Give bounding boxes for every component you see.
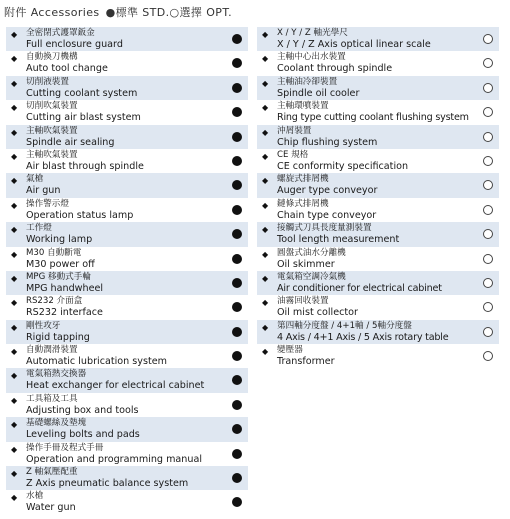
accessory-row bbox=[6, 393, 248, 417]
accessory-row bbox=[257, 100, 499, 124]
accessory-name-zh: X / Y / Z 軸光學尺 bbox=[277, 28, 348, 38]
optional-circle-icon bbox=[483, 180, 493, 190]
accessory-row bbox=[6, 271, 248, 295]
accessory-name-en: Operation status lamp bbox=[26, 209, 134, 221]
standard-dot-icon bbox=[232, 58, 242, 68]
accessory-row bbox=[257, 125, 499, 149]
accessory-name-en: Cutting coolant system bbox=[26, 87, 138, 99]
accessory-name-zh: 螺旋式排屑機 bbox=[277, 174, 329, 185]
diamond-bullet-icon: ◆ bbox=[11, 151, 18, 161]
diamond-bullet-icon: ◆ bbox=[11, 347, 18, 357]
diamond-bullet-icon: ◆ bbox=[11, 493, 18, 503]
accessory-name-zh: 自動換刀機構 bbox=[26, 52, 78, 63]
diamond-bullet-icon: ◆ bbox=[11, 395, 18, 405]
diamond-bullet-icon: ◆ bbox=[262, 225, 269, 235]
accessory-name-zh: 剛性攻牙 bbox=[26, 320, 61, 331]
optional-circle-icon bbox=[483, 107, 493, 117]
accessory-name-en: Leveling bolts and pads bbox=[26, 429, 140, 441]
accessory-name-en: Rigid tapping bbox=[26, 331, 90, 343]
accessory-name-en: M30 power off bbox=[26, 258, 95, 270]
accessories-title: 附件 Accessories bbox=[4, 6, 100, 19]
accessory-name-zh: 自動潤滑裝置 bbox=[26, 345, 78, 356]
accessory-row bbox=[257, 320, 499, 344]
accessory-name-en: Adjusting box and tools bbox=[26, 404, 139, 416]
optional-circle-icon bbox=[483, 83, 493, 93]
standard-dot-icon bbox=[232, 205, 242, 215]
accessory-name-en: Tool length measurement bbox=[277, 234, 400, 246]
diamond-bullet-icon: ◆ bbox=[11, 469, 18, 479]
accessory-name-en: Heat exchanger for electrical cabinet bbox=[26, 380, 205, 392]
diamond-bullet-icon: ◆ bbox=[262, 127, 269, 137]
diamond-bullet-icon: ◆ bbox=[262, 347, 269, 357]
accessory-name-en: Transformer bbox=[277, 356, 335, 368]
accessory-name-en: Chain type conveyor bbox=[277, 209, 377, 221]
accessory-name-zh: 操作警示燈 bbox=[26, 198, 69, 209]
diamond-bullet-icon: ◆ bbox=[262, 176, 269, 186]
optional-label: 選擇 OPT. bbox=[179, 6, 233, 19]
diamond-bullet-icon: ◆ bbox=[262, 200, 269, 210]
diamond-bullet-icon: ◆ bbox=[262, 30, 269, 39]
page-header bbox=[4, 2, 232, 22]
diamond-bullet-icon: ◆ bbox=[11, 127, 18, 137]
accessory-name-zh: 電氣箱熱交換器 bbox=[26, 369, 87, 380]
accessory-name-zh: RS232 介面盒 bbox=[26, 296, 83, 307]
accessory-row bbox=[6, 100, 248, 124]
accessory-name-zh: 鏈條式排屑機 bbox=[277, 198, 329, 209]
accessory-name-en: Chip flushing system bbox=[277, 136, 378, 148]
accessory-name-en: Spindle air sealing bbox=[26, 136, 115, 148]
accessory-name-zh: 主軸吹氣裝置 bbox=[26, 149, 78, 160]
accessory-name-zh: 氣槍 bbox=[26, 174, 44, 185]
accessory-row bbox=[6, 222, 248, 246]
standard-dot-icon bbox=[232, 327, 242, 337]
accessory-name-zh: Z 軸氣壓配重 bbox=[26, 467, 78, 478]
optional-circle-icon bbox=[483, 327, 493, 337]
accessory-row bbox=[257, 247, 499, 271]
standard-dot-icon bbox=[232, 375, 242, 385]
standard-dot-icon bbox=[232, 424, 242, 434]
standard-dot-icon bbox=[232, 278, 242, 288]
diamond-bullet-icon: ◆ bbox=[11, 225, 18, 235]
diamond-bullet-icon: ◆ bbox=[262, 322, 269, 332]
accessory-name-en: Z Axis pneumatic balance system bbox=[26, 478, 189, 490]
diamond-bullet-icon: ◆ bbox=[11, 54, 18, 64]
accessory-row bbox=[257, 173, 499, 197]
accessory-name-zh: 油霧回收裝置 bbox=[277, 296, 329, 307]
accessory-name-en: RS232 interface bbox=[26, 307, 103, 319]
diamond-bullet-icon: ◆ bbox=[11, 103, 18, 113]
optional-circle-icon bbox=[483, 229, 493, 239]
optional-circle-icon bbox=[483, 156, 493, 166]
standard-dot-icon bbox=[232, 351, 242, 361]
diamond-bullet-icon: ◆ bbox=[11, 78, 18, 88]
standard-dot-icon bbox=[232, 473, 242, 483]
standard-dot-icon bbox=[232, 497, 242, 507]
accessory-name-zh: 第四軸分度盤 / 4+1軸 / 5軸分度盤 bbox=[277, 320, 412, 331]
accessory-row bbox=[6, 198, 248, 222]
standard-dot-icon bbox=[232, 156, 242, 166]
standard-dot-icon bbox=[232, 229, 242, 239]
accessory-name-en: Air gun bbox=[26, 185, 61, 197]
diamond-bullet-icon: ◆ bbox=[262, 54, 269, 64]
optional-circle-icon bbox=[483, 351, 493, 361]
accessory-row bbox=[6, 27, 248, 51]
accessory-name-zh: 圓盤式油水分離機 bbox=[277, 247, 346, 258]
accessory-name-en: Coolant through spindle bbox=[277, 63, 393, 75]
optional-circle-icon bbox=[483, 302, 493, 312]
accessory-row bbox=[6, 295, 248, 319]
accessory-row bbox=[257, 27, 499, 51]
accessory-name-en: Oil skimmer bbox=[277, 258, 335, 270]
accessory-row bbox=[6, 51, 248, 75]
optional-circle-icon bbox=[483, 34, 493, 44]
optional-circle-icon bbox=[483, 254, 493, 264]
accessory-name-zh: 主軸環噴裝置 bbox=[277, 101, 329, 112]
accessory-name-en: MPG handwheel bbox=[26, 282, 104, 294]
accessory-name-zh: 主軸中心出水裝置 bbox=[277, 52, 346, 63]
accessory-row bbox=[6, 76, 248, 100]
accessory-name-zh: 電氣箱空調冷氣機 bbox=[277, 271, 346, 282]
accessory-name-zh: 沖屑裝置 bbox=[277, 125, 312, 136]
accessory-row bbox=[6, 442, 248, 466]
accessory-name-zh: 全密閉式護罩鈑金 bbox=[26, 28, 95, 38]
accessory-name-zh: CE 規格 bbox=[277, 149, 309, 160]
accessory-name-zh: 操作手冊及程式手冊 bbox=[26, 442, 104, 453]
accessory-name-zh: 工作燈 bbox=[26, 223, 52, 234]
diamond-bullet-icon: ◆ bbox=[11, 444, 18, 454]
diamond-bullet-icon: ◆ bbox=[262, 298, 269, 308]
accessory-name-en: Working lamp bbox=[26, 234, 93, 246]
diamond-bullet-icon: ◆ bbox=[11, 200, 18, 210]
accessory-row bbox=[6, 125, 248, 149]
accessory-row bbox=[6, 368, 248, 392]
standard-dot-icon bbox=[232, 254, 242, 264]
diamond-bullet-icon: ◆ bbox=[11, 30, 18, 39]
accessory-row bbox=[257, 222, 499, 246]
accessory-name-en: Operation and programming manual bbox=[26, 453, 203, 465]
diamond-bullet-icon: ◆ bbox=[262, 151, 269, 161]
accessory-name-en: CE conformity specification bbox=[277, 160, 409, 172]
accessory-row bbox=[257, 271, 499, 295]
standard-dot-icon bbox=[232, 180, 242, 190]
accessory-name-en: Automatic lubrication system bbox=[26, 356, 167, 368]
accessory-row bbox=[6, 247, 248, 271]
accessory-row bbox=[257, 76, 499, 100]
accessory-name-en: Water gun bbox=[26, 502, 76, 514]
standard-label: 標準 STD. bbox=[115, 6, 170, 19]
diamond-bullet-icon: ◆ bbox=[11, 176, 18, 186]
accessory-row bbox=[6, 173, 248, 197]
diamond-bullet-icon: ◆ bbox=[11, 322, 18, 332]
accessory-name-en: Air blast through spindle bbox=[26, 160, 144, 172]
accessory-row bbox=[6, 466, 248, 490]
accessory-name-en: Full enclosure guard bbox=[26, 39, 123, 50]
accessory-row bbox=[6, 417, 248, 441]
accessory-name-en: Air conditioner for electrical cabinet bbox=[277, 282, 442, 294]
diamond-bullet-icon: ◆ bbox=[11, 249, 18, 259]
standard-dot-icon bbox=[232, 400, 242, 410]
standard-dot-icon bbox=[232, 34, 242, 44]
optional-circle-icon bbox=[483, 278, 493, 288]
accessory-name-zh: MPG 移動式手輪 bbox=[26, 271, 91, 282]
accessory-name-en: Oil mist collector bbox=[277, 307, 358, 319]
accessory-name-en: Auger type conveyor bbox=[277, 185, 378, 197]
accessory-name-en: Spindle oil cooler bbox=[277, 87, 360, 99]
accessory-row bbox=[6, 490, 248, 514]
accessory-name-zh: 切削液裝置 bbox=[26, 76, 69, 87]
standard-accessories-list bbox=[6, 27, 248, 515]
diamond-bullet-icon: ◆ bbox=[11, 371, 18, 381]
accessory-name-en: Ring type cutting coolant flushing system bbox=[277, 112, 469, 124]
diamond-bullet-icon: ◆ bbox=[11, 273, 18, 283]
accessory-name-en: Cutting air blast system bbox=[26, 112, 141, 124]
accessory-row bbox=[257, 295, 499, 319]
accessory-name-zh: 工具箱及工具 bbox=[26, 393, 78, 404]
standard-dot-icon bbox=[232, 449, 242, 459]
diamond-bullet-icon: ◆ bbox=[11, 298, 18, 308]
accessory-name-en: Auto tool change bbox=[26, 63, 108, 75]
diamond-bullet-icon: ◆ bbox=[262, 249, 269, 259]
standard-dot-icon bbox=[232, 302, 242, 312]
standard-dot-icon: ● bbox=[105, 5, 116, 19]
accessory-name-zh: 主軸吹氣裝置 bbox=[26, 125, 78, 136]
accessory-name-zh: 接觸式刀具長度量測裝置 bbox=[277, 223, 372, 234]
accessory-row bbox=[257, 149, 499, 173]
optional-circle-icon bbox=[483, 205, 493, 215]
accessory-row bbox=[257, 198, 499, 222]
accessory-row bbox=[257, 344, 499, 368]
optional-accessories-list bbox=[257, 27, 499, 368]
diamond-bullet-icon: ◆ bbox=[262, 78, 269, 88]
accessory-name-zh: M30 自動斷電 bbox=[26, 247, 82, 258]
diamond-bullet-icon: ◆ bbox=[262, 103, 269, 113]
accessory-row bbox=[6, 149, 248, 173]
accessory-name-en: 4 Axis / 4+1 Axis / 5 Axis rotary table bbox=[277, 331, 449, 343]
standard-dot-icon bbox=[232, 83, 242, 93]
accessory-name-zh: 主軸油冷卻裝置 bbox=[277, 76, 338, 87]
optional-circle-icon bbox=[483, 58, 493, 68]
diamond-bullet-icon: ◆ bbox=[262, 273, 269, 283]
accessory-name-zh: 基礎螺絲及墊塊 bbox=[26, 418, 87, 429]
accessory-row bbox=[6, 320, 248, 344]
diamond-bullet-icon: ◆ bbox=[11, 420, 18, 430]
optional-circle-icon bbox=[483, 132, 493, 142]
accessory-row bbox=[6, 344, 248, 368]
accessory-name-zh: 水槍 bbox=[26, 491, 44, 502]
standard-dot-icon bbox=[232, 107, 242, 117]
accessory-name-en: X / Y / Z Axis optical linear scale bbox=[277, 39, 431, 50]
accessory-name-zh: 變壓器 bbox=[277, 345, 303, 356]
accessory-row bbox=[257, 51, 499, 75]
accessory-name-zh: 切削吹氣裝置 bbox=[26, 101, 78, 112]
standard-dot-icon bbox=[232, 132, 242, 142]
optional-circle-icon: ○ bbox=[169, 5, 180, 19]
